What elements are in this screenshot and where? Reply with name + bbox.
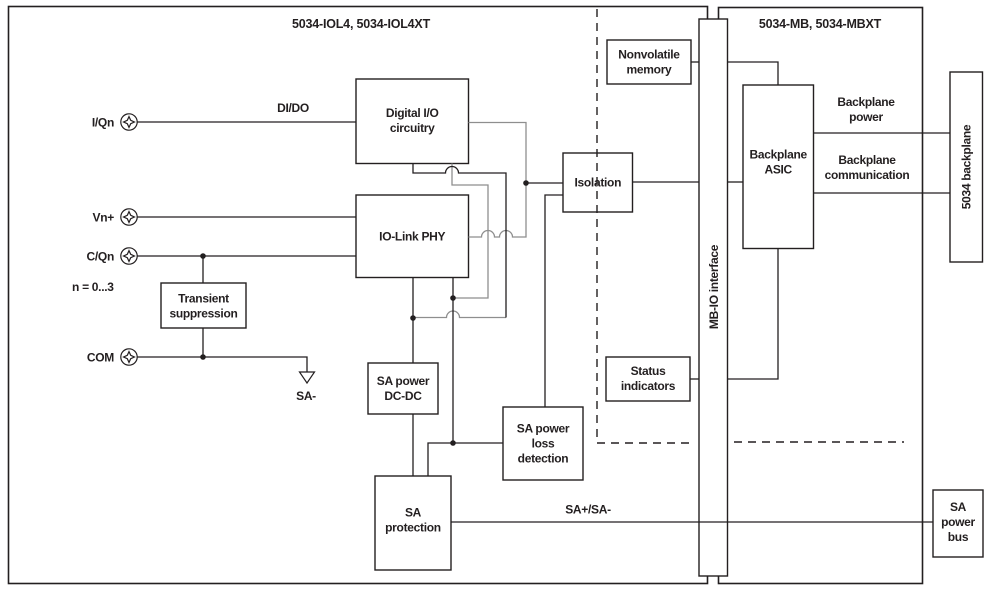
right-module-title: 5034-MB, 5034-MBXT	[758, 17, 882, 31]
wire-digitalio-to-iolink-bus	[469, 123, 527, 238]
label-sa-bus: SA+/SA-	[565, 502, 611, 517]
label-sa-minus: SA-	[296, 389, 316, 403]
backplane-5034-label: 5034 backplane	[959, 124, 974, 210]
label-backplane-comm-1: Backplane	[838, 153, 896, 167]
terminal-label-iqn: I/Qn	[91, 115, 114, 130]
nonvolatile-label-2: memory	[626, 62, 672, 77]
left-module-title: 5034-IOL4, 5034-IOL4XT	[291, 17, 431, 31]
sa-power-dcdc-label-1: SA power	[376, 374, 430, 388]
terminal-label-cqn: C/Qn	[86, 249, 114, 264]
isolation-label: Isolation	[574, 175, 622, 190]
nonvolatile-label-1: Nonvolatile	[618, 47, 680, 62]
wire-mbio-to-asic-top	[728, 62, 779, 85]
sa-protection-label-1: SA	[404, 505, 422, 520]
screw-terminal-icon-cqn	[121, 248, 137, 264]
digital-io-label-1: Digital I/O	[385, 106, 439, 120]
digital-io-label-2: circuitry	[389, 121, 435, 135]
backplane-asic-label-2: ASIC	[764, 162, 792, 177]
terminal-label-vn: Vn+	[92, 210, 114, 225]
backplane-asic-label-1: Backplane	[749, 147, 807, 162]
io-link-phy-label: IO-Link PHY	[379, 229, 446, 244]
sa-power-dcdc-label-2: DC-DC	[384, 389, 422, 403]
wire-asic-bottom-to-mbio	[728, 249, 779, 380]
sa-power-bus-label-1: SA	[949, 500, 967, 514]
wire-com-to-sa-minus	[137, 357, 307, 372]
junction-dot	[200, 253, 206, 259]
sa-power-loss-label-2: loss	[531, 436, 555, 451]
transient-label-2: suppression	[169, 306, 238, 321]
screw-terminal-icon-vn	[121, 209, 137, 225]
status-indicators-label-2: indicators	[620, 379, 676, 393]
junction-dot	[410, 315, 416, 321]
wire-loop-to-dcdc-branch	[413, 311, 506, 317]
sa-power-bus-label-3: bus	[947, 530, 969, 544]
junction-dot	[450, 440, 456, 446]
terminal-label-com: COM	[86, 350, 114, 365]
junction-dot	[200, 354, 206, 360]
junction-dot	[523, 180, 529, 186]
mb-io-interface-label: MB-IO interface	[707, 244, 721, 330]
wire-loss-to-protection	[428, 443, 503, 476]
label-backplane-power-2: power	[849, 110, 883, 124]
sa-minus-ground-icon	[300, 372, 315, 383]
status-indicators-label-1: Status	[630, 364, 666, 378]
screw-terminal-icon-com	[121, 349, 137, 365]
label-di-do: DI/DO	[277, 101, 309, 115]
sa-power-loss-label-3: detection	[517, 451, 569, 466]
sa-power-loss-label-1: SA power	[516, 421, 570, 436]
label-backplane-comm-2: communication	[824, 168, 910, 182]
sa-protection-label-2: protection	[385, 520, 441, 535]
screw-terminal-icon-iqn	[121, 114, 137, 130]
wire-isolation-to-loss	[545, 195, 563, 407]
transient-suppression-box	[161, 283, 246, 328]
sa-power-bus-label-2: power	[941, 515, 975, 529]
label-backplane-power-1: Backplane	[837, 95, 895, 109]
channel-note: n = 0...3	[72, 280, 114, 294]
transient-label-1: Transient	[178, 291, 229, 306]
junction-dot	[450, 295, 456, 301]
